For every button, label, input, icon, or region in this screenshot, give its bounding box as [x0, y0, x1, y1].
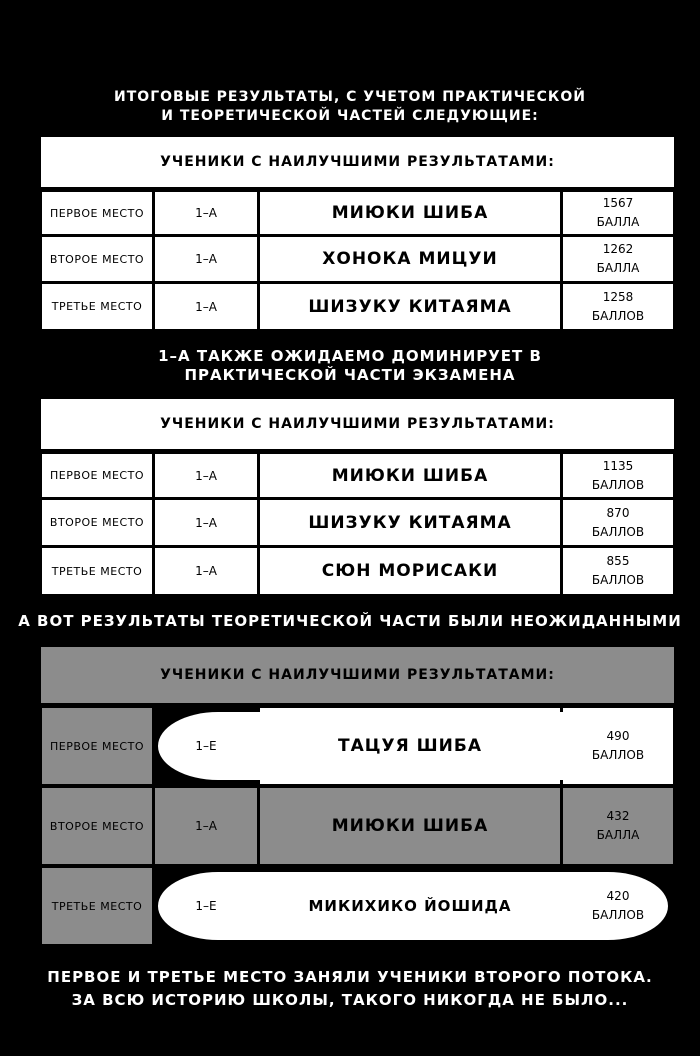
- student-name: ШИЗУКУ КИТАЯМА: [260, 500, 560, 545]
- place-cell: ВТОРОЕ МЕСТО: [42, 237, 152, 281]
- student-name: ТАЦУЯ ШИБА: [260, 708, 560, 784]
- score-value: 870: [606, 505, 630, 520]
- intro-caption: [0, 88, 700, 126]
- score-cell: [563, 500, 673, 545]
- practical-results-table: [40, 398, 675, 594]
- student-name: МИЮКИ ШИБА: [260, 454, 560, 497]
- score-unit: БАЛЛА: [596, 215, 640, 229]
- intro-line-2: И ТЕОРЕТИЧЕСКОЙ ЧАСТЕЙ СЛЕДУЮЩИЕ:: [161, 108, 539, 124]
- score-cell: [563, 284, 673, 329]
- class-cell: 1–А: [155, 284, 257, 329]
- score-unit: БАЛЛА: [596, 828, 640, 842]
- class-cell: 1–А: [155, 192, 257, 234]
- score-unit: БАЛЛОВ: [591, 908, 645, 922]
- score-value: 432: [606, 809, 630, 823]
- class-cell: 1–Е: [195, 739, 217, 753]
- table-header: УЧЕНИКИ С НАИЛУЧШИМИ РЕЗУЛЬТАТАМИ:: [40, 136, 675, 188]
- score-cell: [563, 548, 673, 594]
- theory-results-table: [40, 646, 675, 946]
- theory-line: А ВОТ РЕЗУЛЬТАТЫ ТЕОРЕТИЧЕСКОЙ ЧАСТИ БЫЛИ НЕОЖИДАННЫМИ: [18, 612, 682, 630]
- place-cell: ТРЕТЬЕ МЕСТО: [42, 548, 152, 594]
- practical-line-2: ПРАКТИЧЕСКОЙ ЧАСТИ ЭКЗАМЕНА: [184, 366, 516, 384]
- outro-caption: [0, 966, 700, 1012]
- table-row: [40, 788, 675, 864]
- score-value: 1258: [602, 289, 634, 304]
- class-cell: 1–А: [155, 788, 257, 864]
- table-row: [40, 284, 675, 329]
- table-row: [40, 237, 675, 281]
- student-name: ШИЗУКУ КИТАЯМА: [260, 284, 560, 329]
- student-name: МИЮКИ ШИБА: [260, 788, 560, 864]
- score-value: 490: [606, 729, 630, 743]
- score-cell: [563, 192, 673, 234]
- table-row: [40, 192, 675, 234]
- student-name: СЮН МОРИСАКИ: [260, 548, 560, 594]
- score-unit: БАЛЛА: [596, 261, 640, 275]
- class-cell: 1–А: [155, 548, 257, 594]
- score-value: 1567: [602, 196, 634, 210]
- score-unit: БАЛЛОВ: [591, 308, 645, 323]
- table-row-highlighted: [40, 708, 675, 784]
- place-cell: ТРЕТЬЕ МЕСТО: [42, 868, 152, 944]
- place-cell: ВТОРОЕ МЕСТО: [42, 788, 152, 864]
- score-value: 420: [606, 889, 630, 903]
- table-row-highlighted: [40, 868, 675, 944]
- class-cell: 1–А: [155, 500, 257, 545]
- place-cell: ВТОРОЕ МЕСТО: [42, 500, 152, 545]
- theory-caption: [0, 612, 700, 631]
- table-row: [40, 500, 675, 545]
- score-cell: [563, 868, 673, 944]
- score-unit: БАЛЛОВ: [591, 748, 645, 762]
- practical-line-1: 1–А ТАКЖЕ ОЖИДАЕМО ДОМИНИРУЕТ В: [158, 347, 542, 365]
- class-cell: 1–А: [155, 454, 257, 497]
- outro-line-2: ЗА ВСЮ ИСТОРИЮ ШКОЛЫ, ТАКОГО НИКОГДА НЕ БЫЛО...: [71, 991, 629, 1009]
- table-header: УЧЕНИКИ С НАИЛУЧШИМИ РЕЗУЛЬТАТАМИ:: [40, 398, 675, 450]
- score-cell: [563, 788, 673, 864]
- overall-results-table: [40, 136, 675, 329]
- place-cell: ТРЕТЬЕ МЕСТО: [42, 284, 152, 329]
- place-cell: ПЕРВОЕ МЕСТО: [42, 454, 152, 497]
- student-name: ХОНОКА МИЦУИ: [260, 237, 560, 281]
- table-row: [40, 454, 675, 497]
- score-unit: БАЛЛОВ: [591, 524, 645, 539]
- place-cell: ПЕРВОЕ МЕСТО: [42, 192, 152, 234]
- class-cell: 1–Е: [195, 899, 217, 913]
- intro-line-1: ИТОГОВЫЕ РЕЗУЛЬТАТЫ, С УЧЕТОМ ПРАКТИЧЕСКОЙ: [114, 89, 586, 105]
- class-cell: 1–А: [155, 237, 257, 281]
- score-value: 855: [606, 554, 630, 568]
- outro-line-1: ПЕРВОЕ И ТРЕТЬЕ МЕСТО ЗАНЯЛИ УЧЕНИКИ ВТОРОГО ПОТОКА.: [47, 968, 653, 986]
- place-cell: ПЕРВОЕ МЕСТО: [42, 708, 152, 784]
- score-cell: [563, 237, 673, 281]
- score-cell: [563, 454, 673, 497]
- student-name: МИЮКИ ШИБА: [260, 192, 560, 234]
- score-value: 1135: [602, 458, 634, 473]
- score-unit: БАЛЛОВ: [591, 573, 645, 587]
- score-cell: [563, 708, 673, 784]
- table-row: [40, 548, 675, 594]
- practical-caption: [0, 347, 700, 385]
- score-unit: БАЛЛОВ: [591, 477, 645, 492]
- score-value: 1262: [602, 242, 634, 256]
- student-name: МИКИХИКО ЙОШИДА: [308, 897, 512, 915]
- table-header: УЧЕНИКИ С НАИЛУЧШИМИ РЕЗУЛЬТАТАМИ:: [40, 646, 675, 704]
